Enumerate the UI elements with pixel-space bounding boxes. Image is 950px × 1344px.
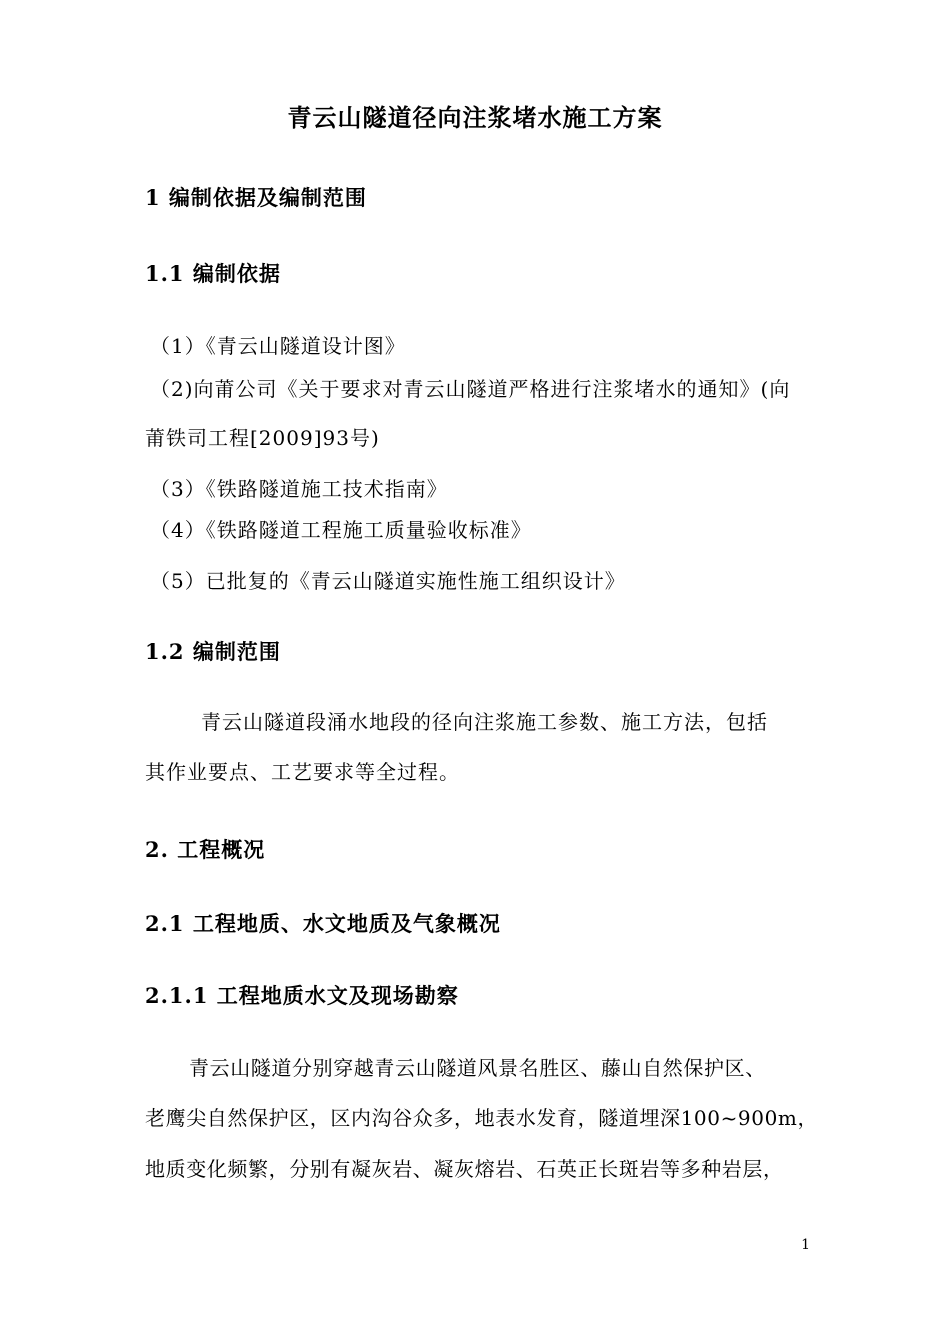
heading-section-2: 2. 工程概况 <box>145 837 266 862</box>
basis-item-4: （4）《铁路隧道工程施工质量验收标准》 <box>150 518 532 542</box>
basis-item-1: （1）《青云山隧道设计图》 <box>150 334 406 358</box>
heading-section-1-2: 1.2 编制范围 <box>145 639 281 664</box>
geology-paragraph-line-2: 老鹰尖自然保护区，区内沟谷众多，地表水发育，隧道埋深100~900m， <box>145 1106 819 1130</box>
basis-item-2-continued: 莆铁司工程[2009]93号) <box>145 426 380 450</box>
scope-paragraph-line-2: 其作业要点、工艺要求等全过程。 <box>145 760 460 784</box>
geology-paragraph-line-3: 地质变化频繁，分别有凝灰岩、凝灰熔岩、石英正长斑岩等多种岩层， <box>145 1157 784 1181</box>
heading-section-1-1: 1.1 编制依据 <box>145 261 281 286</box>
basis-item-5: （5）已批复的《青云山隧道实施性施工组织设计》 <box>150 569 626 593</box>
heading-section-2-1: 2.1 工程地质、水文地质及气象概况 <box>145 911 501 936</box>
basis-item-3: （3）《铁路隧道施工技术指南》 <box>150 477 448 501</box>
document-title: 青云山隧道径向注浆堵水施工方案 <box>287 103 663 132</box>
basis-item-2: （2)向莆公司《关于要求对青云山隧道严格进行注浆堵水的通知》(向 <box>150 377 791 401</box>
heading-section-2-1-1: 2.1.1 工程地质水文及现场勘察 <box>145 983 459 1008</box>
scope-paragraph-line-1: 青云山隧道段涌水地段的径向注浆施工参数、施工方法，包括 <box>201 710 768 734</box>
heading-section-1: 1 编制依据及编制范围 <box>145 185 367 210</box>
geology-paragraph-line-1: 青云山隧道分别穿越青云山隧道风景名胜区、藤山自然保护区、 <box>189 1056 766 1080</box>
page-number: 1 <box>801 1237 810 1253</box>
